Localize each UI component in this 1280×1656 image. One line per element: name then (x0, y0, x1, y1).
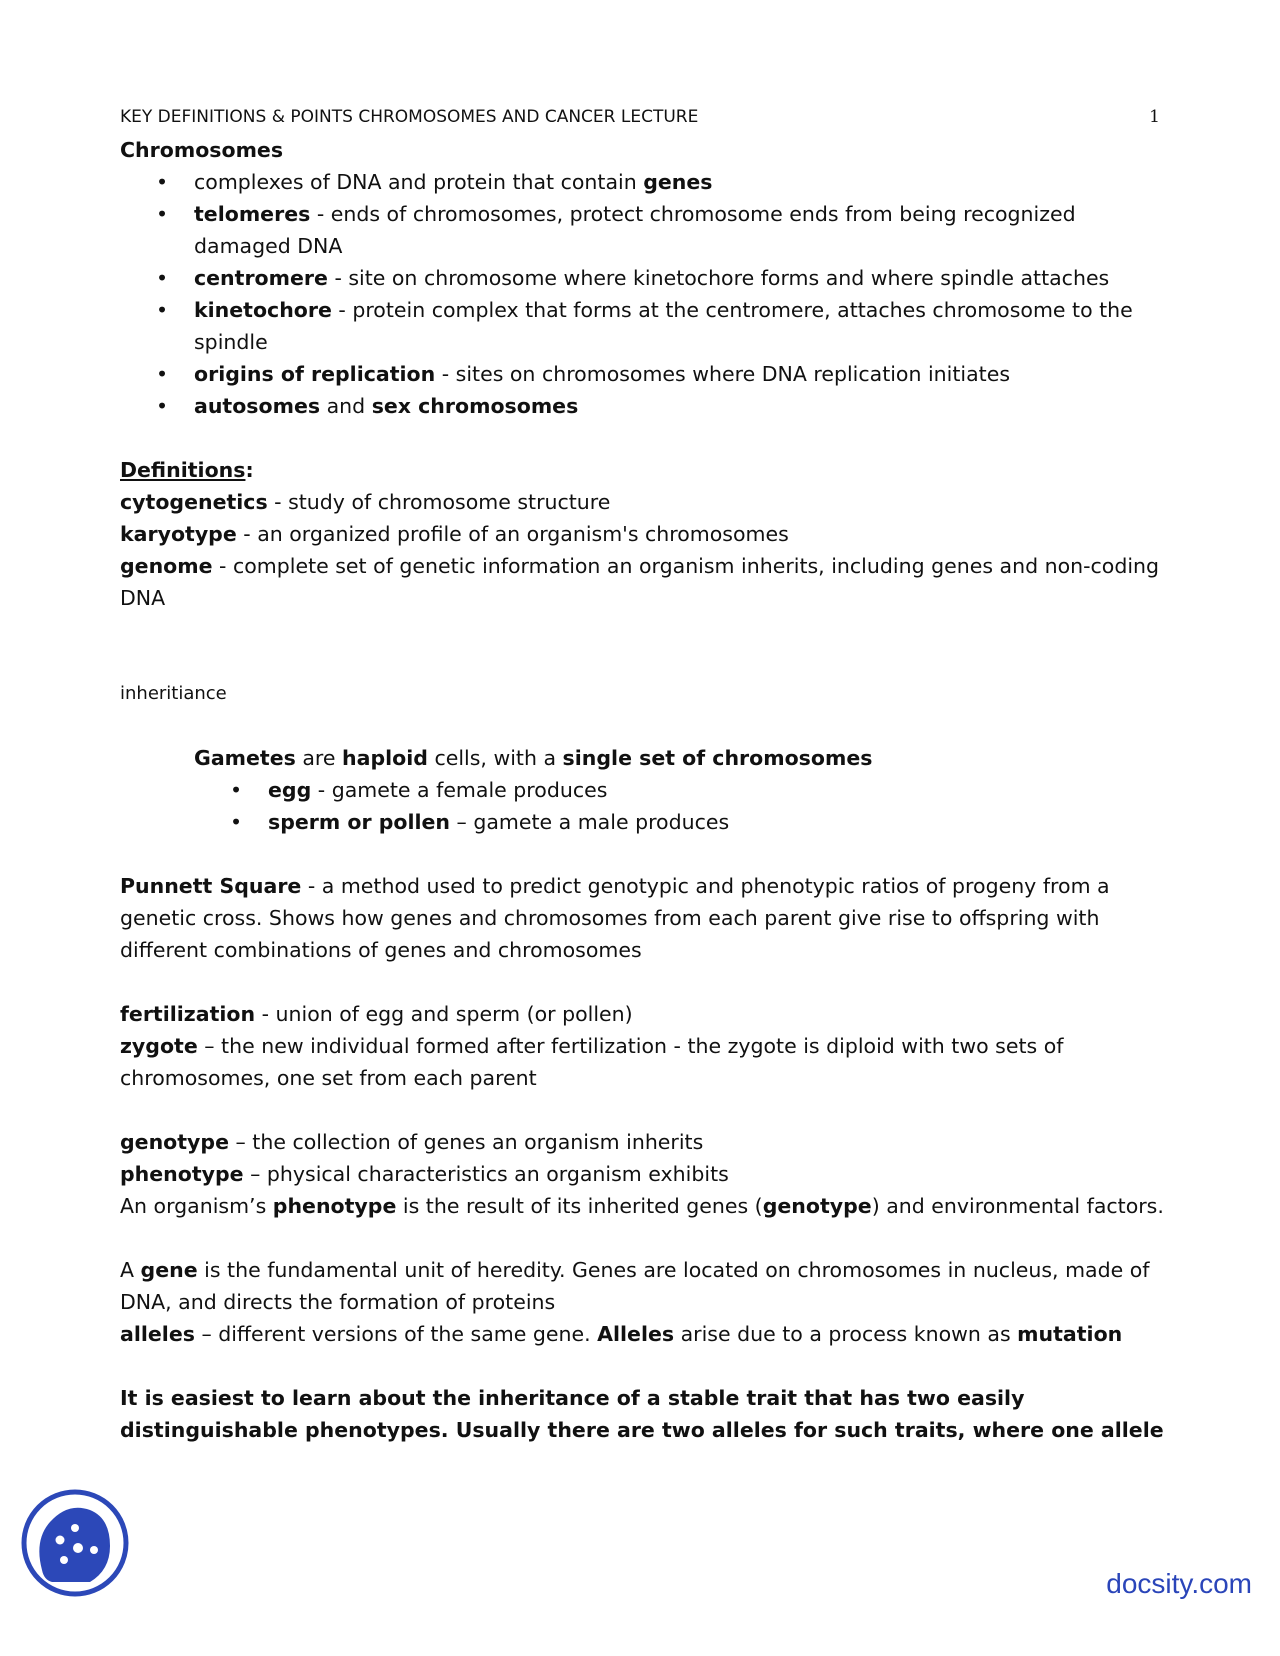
item-term: fertilization (120, 1002, 256, 1026)
item-definition: – physical characteristics an organism exhibits (243, 1162, 729, 1186)
item-definition: - sites on chromosomes where DNA replication initiates (435, 362, 1010, 386)
item-definition: - an organized profile of an organism's chromosomes (236, 522, 789, 546)
text: A (120, 1258, 141, 1282)
item-term: genes (643, 170, 713, 194)
list-item (194, 198, 1165, 262)
definition-item (120, 550, 1165, 614)
item-definition: - study of chromosome structure (267, 490, 611, 514)
definition-item (120, 486, 1165, 518)
item-definition: – gamete a male produces (450, 810, 730, 834)
item-term: autosomes (194, 394, 321, 418)
item-term: origins of replication (194, 362, 436, 386)
gene-paragraph (120, 1254, 1165, 1318)
term: single set of chromosomes (562, 746, 873, 770)
text: An organism’s (120, 1194, 273, 1218)
item-term: cytogenetics (120, 490, 268, 514)
chromosomes-heading: Chromosomes (120, 138, 284, 162)
item-term: egg (268, 778, 312, 802)
phenotype-paragraph (120, 1158, 1165, 1190)
text: ) and environmental factors. (871, 1194, 1164, 1218)
item-definition: - gamete a female produces (311, 778, 608, 802)
definitions-heading (120, 454, 1165, 486)
list-item (194, 358, 1165, 390)
item-text: complexes of DNA and protein that contain (194, 170, 644, 194)
genotype-paragraph (120, 1126, 1165, 1158)
inheritance-label: inheritiance (120, 683, 227, 704)
chromosomes-list (120, 166, 1165, 422)
list-item (268, 774, 1165, 806)
term: mutation (1017, 1322, 1123, 1346)
docsity-logo-icon[interactable] (20, 1488, 130, 1598)
text: is the fundamental unit of heredity. Genes are located on chromosomes in nucleus, made of DNA, and directs the formation of proteins (120, 1258, 1150, 1314)
item-term: genome (120, 554, 213, 578)
alleles-paragraph (120, 1318, 1165, 1350)
list-item (194, 262, 1165, 294)
gametes-statement (120, 742, 1165, 774)
term: Gametes (194, 746, 296, 770)
list-item (268, 806, 1165, 838)
fertilization-paragraph (120, 998, 1165, 1030)
definitions-title: Definitions (120, 458, 246, 482)
item-definition: - union of egg and sperm (or pollen) (255, 1002, 633, 1026)
organism-phenotype-paragraph (120, 1190, 1165, 1222)
item-term: Punnett Square (120, 874, 302, 898)
item-definition: - a method used to predict genotypic and phenotypic ratios of progeny from a genetic cross. Shows how genes and chromosomes from each parent give rise to offspring with different combinations of genes and chromosomes (120, 874, 1110, 962)
text: cells, with a (427, 746, 563, 770)
item-definition: – the collection of genes an organism inherits (229, 1130, 704, 1154)
item-definition: - site on chromosome where kinetochore forms and where spindle attaches (327, 266, 1110, 290)
item-term: kinetochore (194, 298, 332, 322)
definition-item (120, 518, 1165, 550)
closing-paragraph: It is easiest to learn about the inheritance of a stable trait that has two easily distinguishable phenotypes. Usually there are two alleles for such traits, where one allele (120, 1386, 1164, 1442)
item-term: genotype (120, 1130, 229, 1154)
text: is the result of its inherited genes ( (396, 1194, 763, 1218)
gametes-list (120, 774, 1165, 838)
item-term: karyotype (120, 522, 237, 546)
definitions-colon: : (245, 458, 254, 482)
zygote-paragraph (120, 1030, 1165, 1094)
item-term: sperm or pollen (268, 810, 451, 834)
term: phenotype (272, 1194, 397, 1218)
punnett-paragraph (120, 870, 1165, 966)
term: genotype (762, 1194, 872, 1218)
list-item (194, 294, 1165, 358)
header-title: KEY DEFINITIONS & POINTS CHROMOSOMES AND CANCER LECTURE (120, 107, 699, 127)
term: gene (140, 1258, 198, 1282)
page-number: 1 (1149, 107, 1160, 127)
document-body (120, 134, 1165, 1446)
item-term: phenotype (120, 1162, 244, 1186)
item-definition: – different versions of the same gene. (194, 1322, 598, 1346)
item-term: telomeres (194, 202, 311, 226)
item-definition: - protein complex that forms at the centromere, attaches chromosome to the spindle (194, 298, 1133, 354)
item-term: sex chromosomes (371, 394, 579, 418)
list-item (194, 390, 1165, 422)
item-text: and (320, 394, 372, 418)
item-definition: – the new individual formed after fertilization - the zygote is diploid with two sets of chromosomes, one set from each parent (120, 1034, 1064, 1090)
term: haploid (342, 746, 428, 770)
item-term: centromere (194, 266, 328, 290)
text: arise due to a process known as (674, 1322, 1018, 1346)
item-definition: - complete set of genetic information an organism inherits, including genes and non-coding DNA (120, 554, 1160, 610)
item-term: alleles (120, 1322, 195, 1346)
item-term: zygote (120, 1034, 198, 1058)
term: Alleles (597, 1322, 675, 1346)
list-item (194, 166, 1165, 198)
text: are (295, 746, 343, 770)
item-definition: - ends of chromosomes, protect chromosome ends from being recognized damaged DNA (194, 202, 1076, 258)
docsity-watermark-link[interactable]: docsity.com (1106, 1568, 1252, 1599)
